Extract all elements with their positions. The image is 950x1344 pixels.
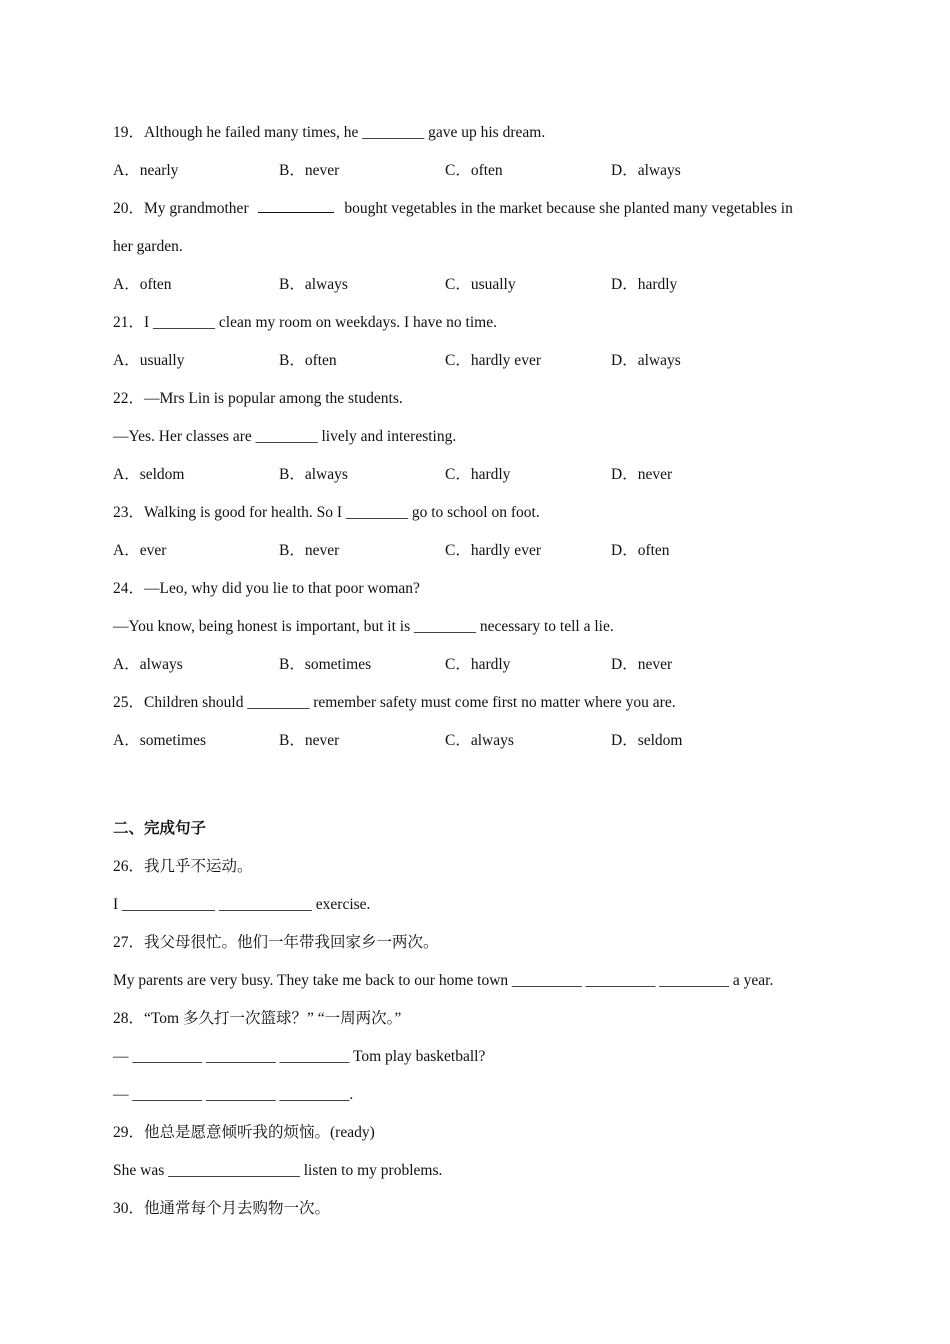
option-b: B．never xyxy=(279,542,340,559)
question-23-stem: 23．Walking is good for health. So I ________ go to school on foot. xyxy=(113,504,540,521)
option-b: B．always xyxy=(279,466,348,483)
question-30-chinese: 30．他通常每个月去购物一次。 xyxy=(113,1200,331,1217)
option-a: A．sometimes xyxy=(113,732,206,749)
question-28-english-question: — _________ _________ _________ Tom play basketball? xyxy=(113,1048,486,1065)
question-21-stem: 21．I ________ clean my room on weekdays. I have no time. xyxy=(113,314,497,331)
option-a: A．often xyxy=(113,276,172,293)
question-24-options xyxy=(113,646,843,684)
option-d: D．never xyxy=(611,656,673,673)
question-20-options xyxy=(113,266,843,304)
question-19-options xyxy=(113,152,843,190)
question-22-stem-reply: —Yes. Her classes are ________ lively and interesting. xyxy=(113,428,457,445)
option-c: C．usually xyxy=(445,276,516,293)
option-a: A．ever xyxy=(113,542,167,559)
question-22-stem: 22．—Mrs Lin is popular among the students. xyxy=(113,390,403,407)
option-b: B．often xyxy=(279,352,337,369)
section-gap xyxy=(113,760,843,810)
question-20-stem-continued: her garden. xyxy=(113,238,183,255)
question-28-chinese: 28．“Tom 多久打一次篮球？” “一周两次。” xyxy=(113,1010,402,1027)
option-c: C．hardly xyxy=(445,656,511,673)
option-b: B．never xyxy=(279,732,340,749)
option-c: C．hardly xyxy=(445,466,511,483)
question-26-chinese: 26．我几乎不运动。 xyxy=(113,858,253,875)
option-d: D．often xyxy=(611,542,670,559)
question-20-stem-start: 20．My grandmother xyxy=(113,200,253,217)
option-c: C．always xyxy=(445,732,514,749)
question-22-options xyxy=(113,456,843,494)
question-28-english-answer: — _________ _________ _________. xyxy=(113,1086,354,1103)
option-a: A．always xyxy=(113,656,183,673)
option-d: D．seldom xyxy=(611,732,683,749)
question-27-english: My parents are very busy. They take me back to our home town _________ _________ _________ a year. xyxy=(113,972,774,989)
option-d: D．always xyxy=(611,162,681,179)
option-d: D．always xyxy=(611,352,681,369)
question-23-options xyxy=(113,532,843,570)
question-29-english: She was _________________ listen to my problems. xyxy=(113,1162,443,1179)
option-c: C．hardly ever xyxy=(445,352,541,369)
option-a: A．seldom xyxy=(113,466,185,483)
question-list xyxy=(113,114,843,1228)
question-25-stem: 25．Children should ________ remember safety must come first no matter where you are. xyxy=(113,694,676,711)
question-24-stem-reply: —You know, being honest is important, but it is ________ necessary to tell a lie. xyxy=(113,618,614,635)
question-20-stem-end: bought vegetables in the market because she planted many vegetables in xyxy=(340,200,793,217)
question-20-stem xyxy=(113,190,843,228)
question-27-chinese: 27．我父母很忙。他们一年带我回家乡一两次。 xyxy=(113,934,439,951)
option-a: A．nearly xyxy=(113,162,179,179)
option-a: A．usually xyxy=(113,352,185,369)
question-29-chinese: 29．他总是愿意倾听我的烦恼。(ready) xyxy=(113,1124,375,1141)
option-b: B．never xyxy=(279,162,340,179)
question-26-english: I ____________ ____________ exercise. xyxy=(113,896,371,913)
question-21-options xyxy=(113,342,843,380)
question-24-stem: 24．—Leo, why did you lie to that poor woman? xyxy=(113,580,420,597)
option-b: B．sometimes xyxy=(279,656,372,673)
option-c: C．often xyxy=(445,162,503,179)
question-19-stem: 19．Although he failed many times, he ________ gave up his dream. xyxy=(113,124,546,141)
answer-blank xyxy=(258,198,334,213)
option-d: D．hardly xyxy=(611,276,678,293)
option-c: C．hardly ever xyxy=(445,542,541,559)
section-heading: 二、完成句子 xyxy=(113,820,207,837)
option-d: D．never xyxy=(611,466,673,483)
question-25-options xyxy=(113,722,843,760)
option-b: B．always xyxy=(279,276,348,293)
